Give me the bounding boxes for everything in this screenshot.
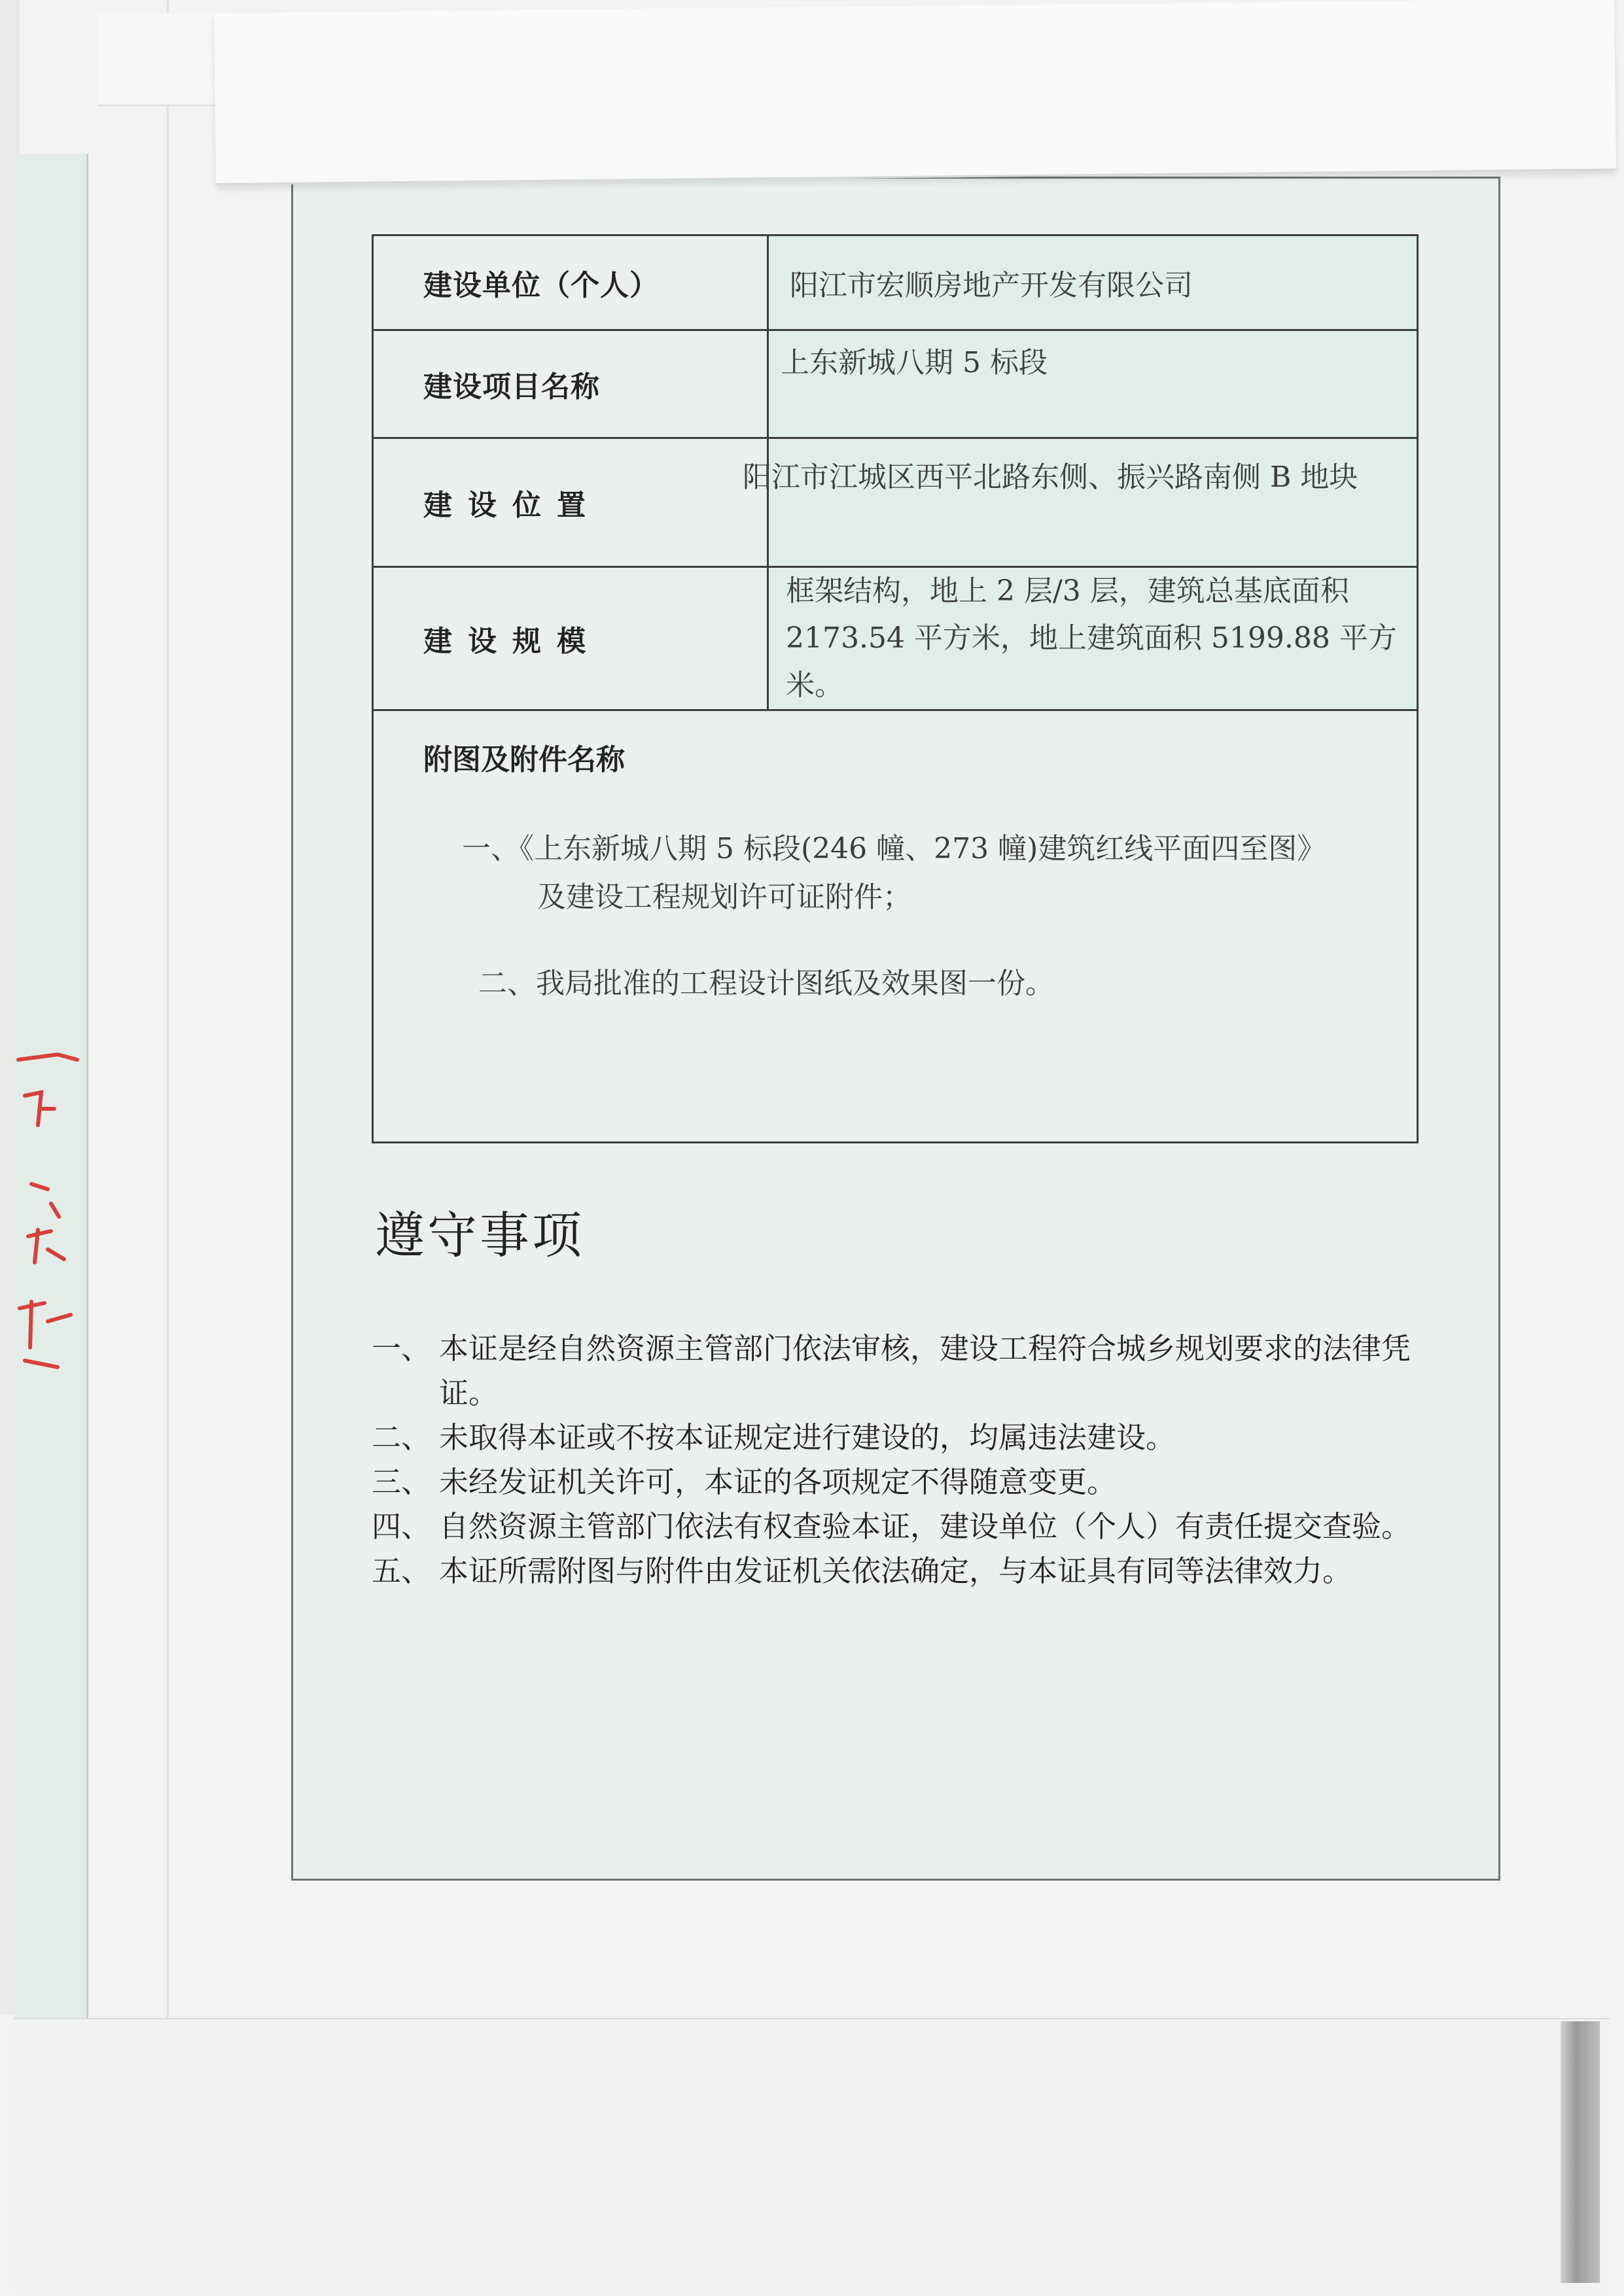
location-value-cell: [743, 438, 1418, 567]
rule-item: [372, 1505, 1445, 1549]
rule-item: [372, 1327, 1445, 1416]
scanner-shadow: [1561, 2021, 1600, 2283]
red-seal-fragment: [12, 1040, 84, 1380]
table-row: [373, 567, 1418, 710]
rule-text: 自然资源主管部门依法有权查验本证，建设单位（个人）有责任提交查验。: [439, 1509, 1411, 1544]
rule-number: 一、: [372, 1331, 431, 1366]
project-name-value: 上东新城八期 5 标段: [768, 330, 1418, 438]
rule-text: 本证是经自然资源主管部门依法审核，建设工程符合城乡规划要求的法律凭证。: [439, 1331, 1411, 1410]
scale-value-line2: 2173.54 平方米，地上建筑面积 5199.88 平方米。: [786, 621, 1397, 702]
certificate-info-table: [372, 234, 1419, 1143]
project-name-label: 建设项目名称: [373, 330, 768, 438]
tape-strip: [98, 13, 222, 106]
construction-unit-value: 阳江市宏顺房地产开发有限公司: [768, 235, 1418, 330]
rule-text: 未取得本证或不按本证规定进行建设的，均属违法建设。: [439, 1420, 1176, 1455]
attachment-item-1: 一、《上东新城八期 5 标段(246 幢、273 幢)建筑红线平面四至图》: [462, 832, 1326, 865]
attachments-cell: [373, 710, 1418, 1143]
table-row: [373, 235, 1418, 330]
location-label: 建设位置: [373, 438, 768, 567]
rule-number: 五、: [372, 1554, 431, 1588]
certificate-page: [291, 177, 1500, 1881]
rule-text: 未经发证机关许可，本证的各项规定不得随意变更。: [439, 1465, 1117, 1499]
scale-value: [768, 567, 1418, 710]
adjacent-page-edge: [167, 0, 169, 2021]
rules-list: [372, 1327, 1445, 1593]
scale-label: 建设规模: [373, 567, 768, 710]
scale-value-line1: 框架结构，地上 2 层/3 层，建筑总基底面积: [786, 574, 1349, 608]
attachment-item-1-cont: 及建设工程规划许可证附件；: [537, 880, 911, 914]
folded-paper-flap: [214, 0, 1616, 185]
rule-item: [372, 1416, 1445, 1460]
rule-item: [372, 1460, 1445, 1505]
rule-text: 本证所需附图与附件由发证机关依法确定，与本证具有同等法律效力。: [439, 1554, 1352, 1588]
attachment-item-2: 二、我局批准的工程设计图纸及效果图一份。: [478, 967, 1054, 1000]
table-row: [373, 710, 1418, 1143]
attachments-title: 附图及附件名称: [423, 743, 625, 776]
rule-item: [372, 1549, 1445, 1593]
rule-number: 四、: [372, 1509, 431, 1544]
construction-unit-label: 建设单位（个人）: [373, 235, 768, 330]
scan-bottom-margin: [13, 2018, 1610, 2291]
table-row: [373, 438, 1418, 567]
rules-title: 遵守事项: [375, 1206, 584, 1264]
rule-number: 三、: [372, 1465, 431, 1499]
location-value: 阳江市江城区西平北路东侧、振兴路南侧 B 地块: [743, 461, 1358, 494]
table-row: [373, 330, 1418, 438]
rule-number: 二、: [372, 1420, 431, 1455]
